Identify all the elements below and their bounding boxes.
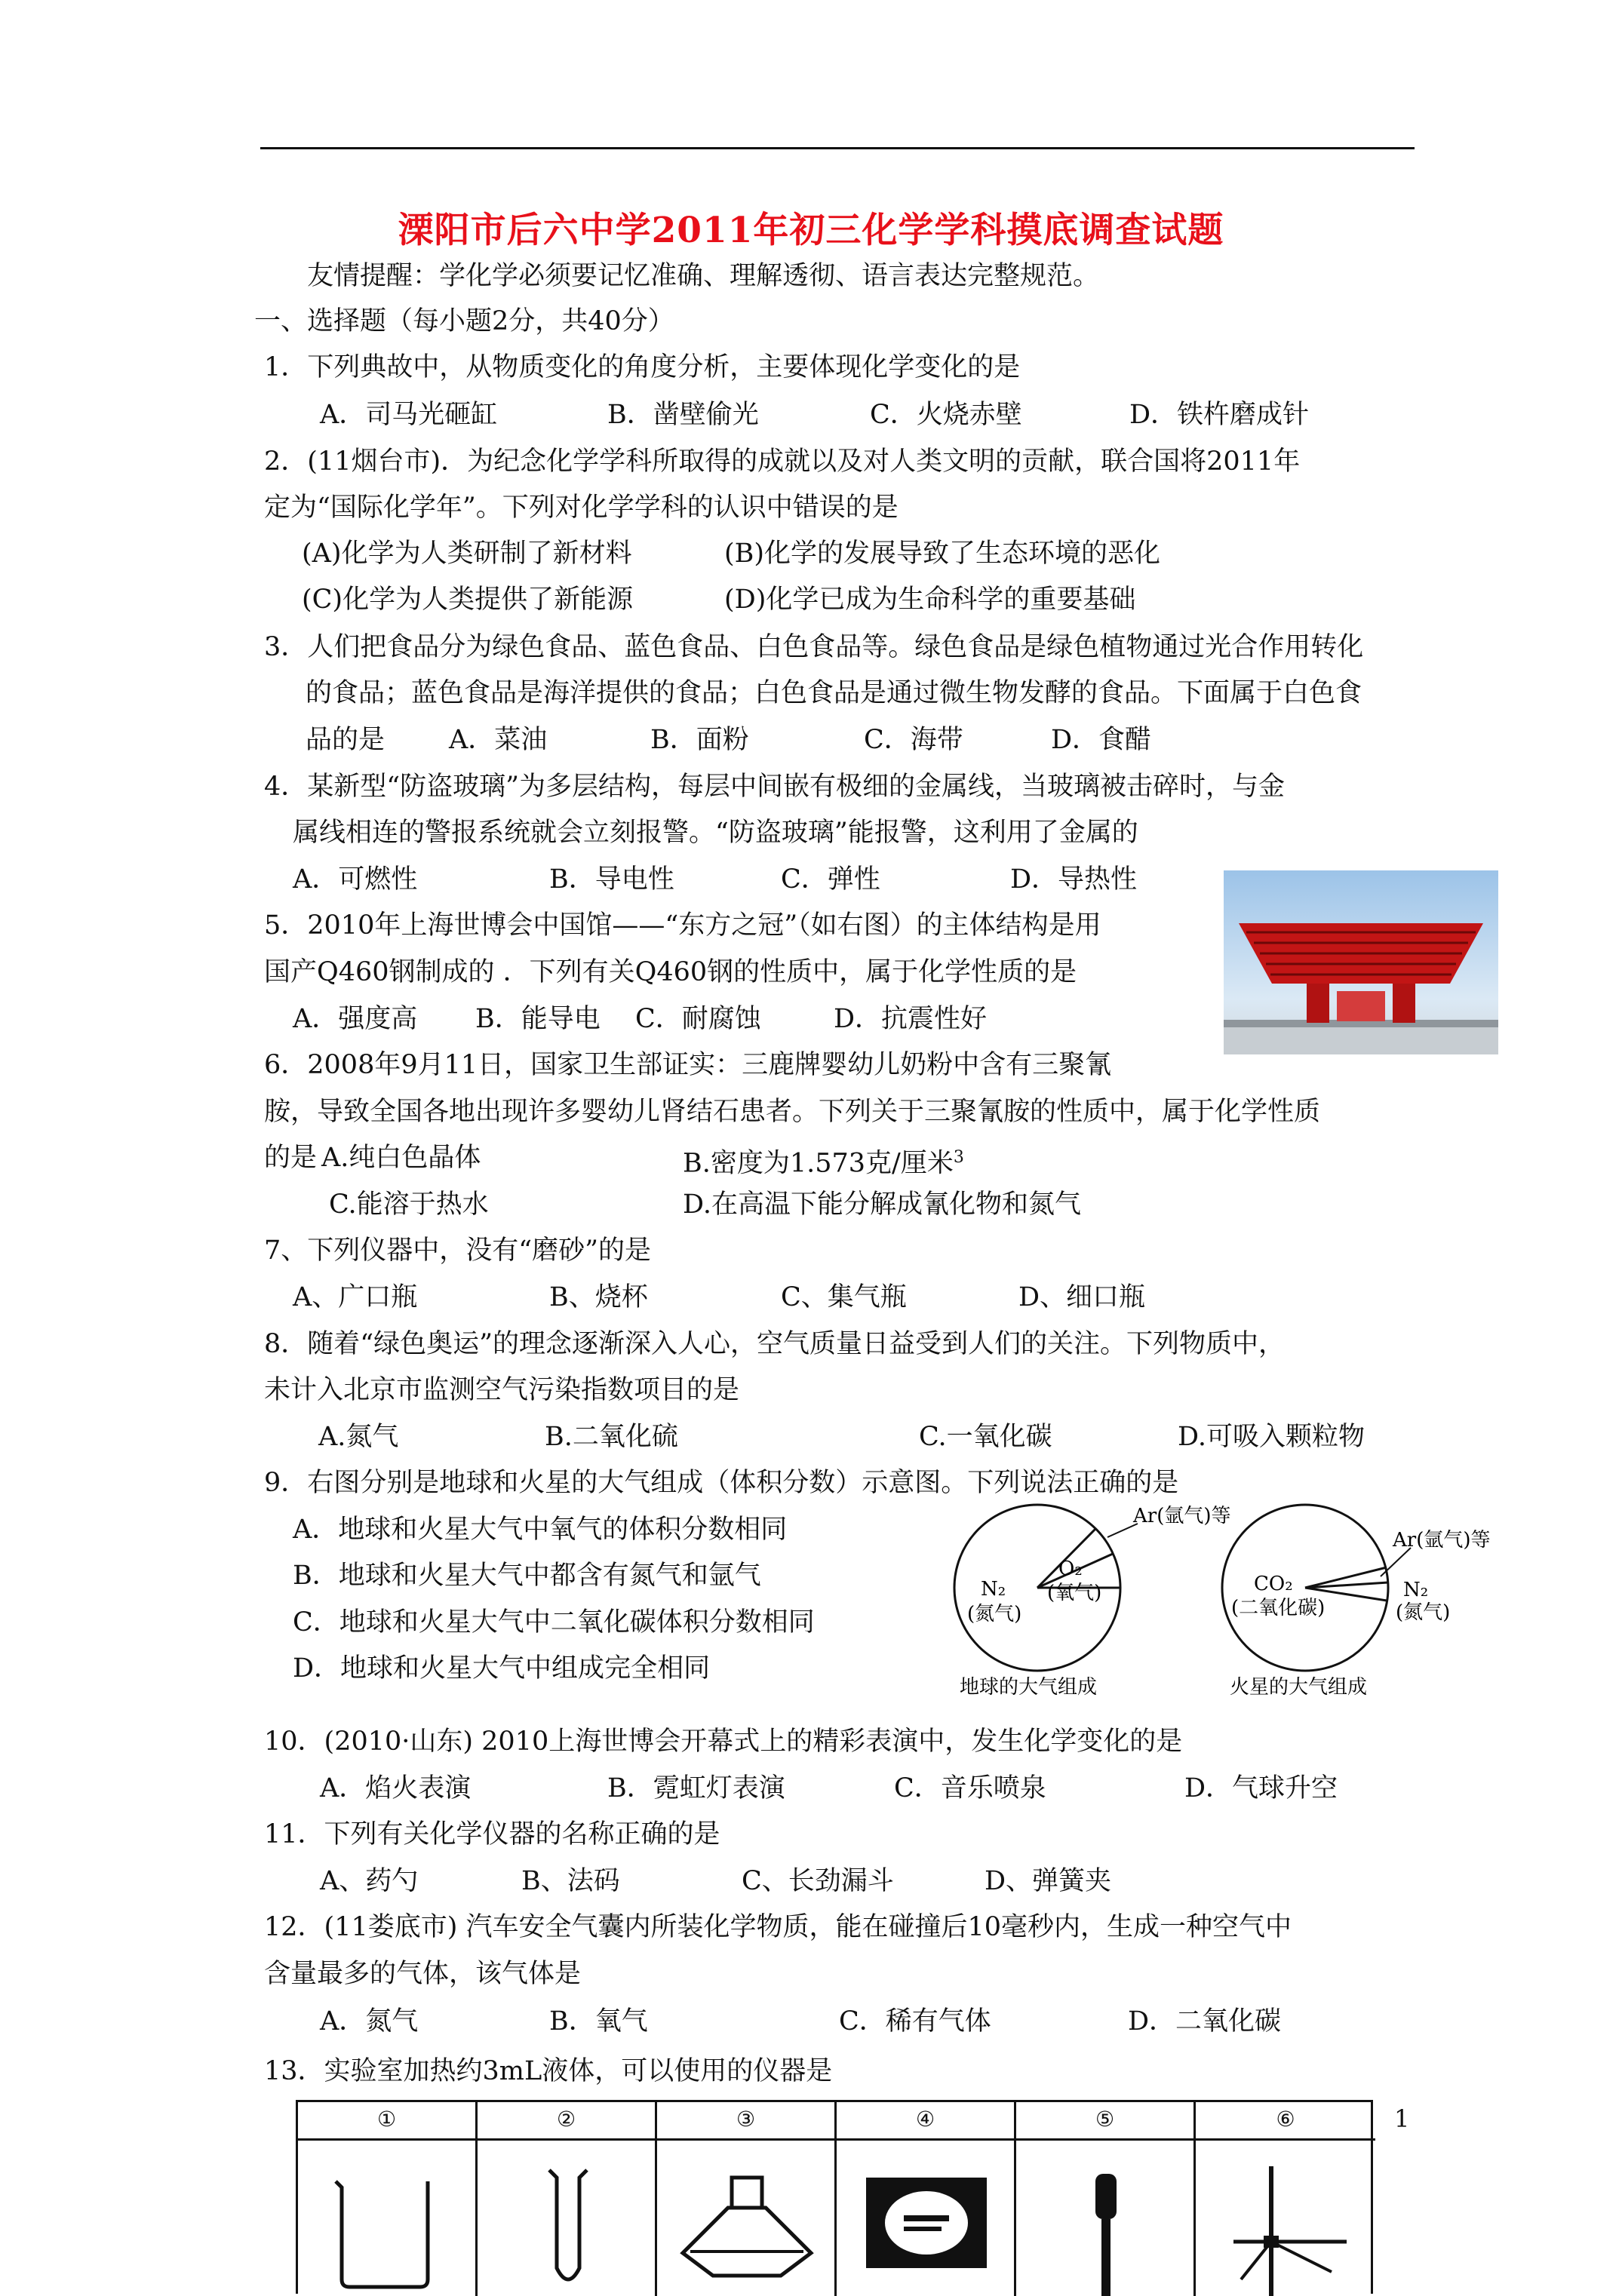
apparatus-beaker <box>298 2102 478 2296</box>
q1-option-c: C．火烧赤壁 <box>870 400 1022 430</box>
question-5-stem-cont: 国产Q460钢制成的 ．下列有关Q460钢的性质中，属于化学性质的是 <box>264 957 1077 987</box>
question-9-stem: 9．右图分别是地球和火星的大气组成（体积分数）示意图。下列说法正确的是 <box>264 1468 1179 1498</box>
q1-option-d: D．铁杵磨成针 <box>1129 400 1310 430</box>
q1-option-b: B．凿壁偷光 <box>607 400 759 430</box>
page-title: 溧阳市后六中学2011年初三化学学科摸底调查试题 <box>398 210 1224 251</box>
earth-n2-cn: (氮气) <box>967 1603 1022 1625</box>
q8-option-d: D.可吸入颗粒物 <box>1178 1422 1365 1452</box>
asbestos-net-icon <box>862 2174 991 2272</box>
q6-option-b <box>683 1140 964 1181</box>
q10-option-d: D．气球升空 <box>1184 1773 1338 1803</box>
mars-caption: 火星的大气组成 <box>1230 1676 1368 1699</box>
iron-stand-icon <box>1218 2159 1354 2296</box>
question-8-stem-cont: 未计入北京市监测空气污染指数项目的是 <box>264 1375 740 1405</box>
question-11-stem: 11．下列有关化学仪器的名称正确的是 <box>264 1819 720 1849</box>
reminder: 友情提醒：学化学必须要记忆准确、理解透彻、语言表达完整规范。 <box>307 261 1100 291</box>
q5-option-d: D．抗震性好 <box>834 1004 988 1034</box>
apparatus-number: ① <box>376 2107 397 2132</box>
apparatus-iron-stand <box>1196 2102 1375 2296</box>
question-12-stem: 12．(11娄底市) 汽车安全气囊内所装化学物质，能在碰撞后10毫秒内，生成一种空气中 <box>264 1912 1292 1942</box>
earth-atmosphere-diagram <box>935 1501 1231 1699</box>
q10-option-a: A．焰火表演 <box>320 1773 472 1803</box>
question-2-stem: 2．(11烟台市)．为纪念化学学科所取得的成就以及对人类文明的贡献，联合国将2011年 <box>264 447 1301 477</box>
earth-o2-label: O₂ <box>1058 1558 1083 1580</box>
beaker-icon <box>328 2174 441 2294</box>
q6-option-c: C.能溶于热水 <box>329 1189 489 1220</box>
q2-option-b: (B)化学的发展导致了生态环境的恶化 <box>724 539 1161 569</box>
q4-option-d: D．导热性 <box>1010 864 1138 895</box>
q10-option-c: C．音乐喷泉 <box>894 1773 1046 1803</box>
q6-option-b-text: B.密度为1.573克/厘米 <box>683 1148 954 1179</box>
question-3-stem-end: 品的是 <box>306 725 386 755</box>
q6-option-d: D.在高温下能分解成氰化物和氮气 <box>683 1189 1081 1220</box>
question-6-stem: 6．2008年9月11日，国家卫生部证实：三鹿牌婴幼儿奶粉中含有三聚氰 <box>264 1050 1112 1080</box>
alcohol-lamp-icon <box>668 2162 826 2296</box>
question-3-stem: 3．人们把食品分为绿色食品、蓝色食品、白色食品等。绿色食品是绿色植物通过光合作用转化 <box>264 632 1364 662</box>
apparatus-test-tube-holder <box>1016 2102 1196 2296</box>
question-7-stem: 7、下列仪器中，没有“磨砂”的是 <box>264 1235 652 1266</box>
question-4-stem: 4．某新型“防盗玻璃”为多层结构，每层中间嵌有极细的金属线，当玻璃被击碎时，与金 <box>264 772 1286 802</box>
mars-atmosphere-diagram <box>1207 1501 1491 1699</box>
earth-o2-cn: (氧气) <box>1047 1582 1102 1604</box>
question-2-stem-cont: 定为“国际化学年”。下列对化学学科的认识中错误的是 <box>264 493 899 523</box>
mars-n2-label: N₂ <box>1403 1579 1429 1601</box>
q5-option-a: A．强度高 <box>293 1004 418 1034</box>
q11-option-a: A、药勺 <box>320 1866 419 1896</box>
q6-superscript: 3 <box>953 1148 964 1167</box>
q8-option-b: B.二氧化硫 <box>545 1422 678 1452</box>
q10-option-b: B．霓虹灯表演 <box>607 1773 785 1803</box>
q9-option-b: B．地球和火星大气中都含有氮气和氩气 <box>293 1561 761 1591</box>
q11-option-c: C、长劲漏斗 <box>742 1866 894 1896</box>
mars-co2-cn: (二氧化碳) <box>1231 1597 1326 1619</box>
q3-option-b: B．面粉 <box>650 725 749 755</box>
earth-n2-label: N₂ <box>981 1578 1006 1601</box>
q12-option-a: A．氮气 <box>320 2006 419 2037</box>
apparatus-alcohol-lamp <box>657 2102 837 2296</box>
q12-option-b: B．氧气 <box>549 2006 648 2037</box>
q7-option-b: B、烧杯 <box>549 1282 648 1312</box>
q2-option-d: (D)化学已成为生命科学的重要基础 <box>724 585 1136 615</box>
question-8-stem: 8．随着“绿色奥运”的理念逐渐深入人心，空气质量日益受到人们的关注。下列物质中， <box>264 1329 1286 1359</box>
q2-option-a: (A)化学为人类研制了新材料 <box>302 539 632 569</box>
china-pavilion-photo <box>1224 870 1498 1054</box>
page-number: 1 <box>1394 2104 1410 2133</box>
question-13-stem: 13．实验室加热约3mL液体，可以使用的仪器是 <box>264 2056 833 2086</box>
section-heading: 一、选择题（每小题2分，共40分） <box>254 306 674 336</box>
question-4-stem-cont: 属线相连的警报系统就会立刻报警。“防盗玻璃”能报警，这利用了金属的 <box>293 818 1138 848</box>
q3-option-d: D．食醋 <box>1051 725 1152 755</box>
q6-option-a: A.纯白色晶体 <box>321 1143 481 1173</box>
q2-option-c: (C)化学为人类提供了新能源 <box>302 585 634 615</box>
question-5-stem: 5．2010年上海世博会中国馆——“东方之冠”（如右图）的主体结构是用 <box>264 910 1101 941</box>
question-12-stem-cont: 含量最多的气体，该气体是 <box>264 1959 582 1989</box>
q3-option-c: C．海带 <box>864 725 963 755</box>
question-6-stem-end: 的是 <box>264 1143 318 1173</box>
test-tube-holder-icon <box>1080 2166 1133 2296</box>
q7-option-c: C、集气瓶 <box>781 1282 907 1312</box>
q5-option-b: B．能导电 <box>475 1004 601 1034</box>
q11-option-b: B、法码 <box>521 1866 620 1896</box>
q5-option-c: C．耐腐蚀 <box>635 1004 761 1034</box>
q11-option-d: D、弹簧夹 <box>985 1866 1112 1896</box>
apparatus-number: ③ <box>736 2107 756 2132</box>
earth-ar-label: Ar(氩气)等 <box>1133 1505 1231 1527</box>
mars-n2-cn: (氮气) <box>1396 1601 1451 1624</box>
apparatus-asbestos-net <box>837 2102 1016 2296</box>
q12-option-c: C．稀有气体 <box>839 2006 991 2037</box>
apparatus-number: ⑥ <box>1276 2107 1295 2132</box>
apparatus-number: ⑤ <box>1095 2107 1115 2132</box>
q4-option-b: B．导电性 <box>549 864 674 895</box>
q8-option-c: C.一氧化碳 <box>919 1422 1052 1452</box>
apparatus-number: ② <box>556 2107 576 2132</box>
header-rule <box>260 147 1415 149</box>
q7-option-a: A、广口瓶 <box>293 1282 418 1312</box>
q4-option-a: A．可燃性 <box>293 864 418 895</box>
q3-option-a: A．菜油 <box>449 725 548 755</box>
earth-caption: 地球的大气组成 <box>960 1676 1098 1699</box>
q9-option-c: C．地球和火星大气中二氧化碳体积分数相同 <box>293 1607 815 1638</box>
apparatus-test-tube <box>478 2102 657 2296</box>
mars-ar-label: Ar(氩气)等 <box>1393 1529 1491 1552</box>
question-1-stem: 1．下列典故中，从物质变化的角度分析，主要体现化学变化的是 <box>264 352 1021 382</box>
question-3-stem-cont: 的食品；蓝色食品是海洋提供的食品；白色食品是通过微生物发酵的食品。下面属于白色食 <box>306 678 1362 708</box>
q12-option-d: D．二氧化碳 <box>1128 2006 1282 2037</box>
q1-option-a: A．司马光砸缸 <box>320 400 498 430</box>
q4-option-c: C．弹性 <box>781 864 880 895</box>
test-tube-icon <box>542 2162 594 2296</box>
q9-option-d: D．地球和火星大气中组成完全相同 <box>293 1653 711 1684</box>
q7-option-d: D、细口瓶 <box>1018 1282 1146 1312</box>
q8-option-a: A.氮气 <box>318 1422 399 1452</box>
apparatus-number: ④ <box>915 2107 935 2132</box>
question-6-stem-cont: 胺，导致全国各地出现许多婴幼儿肾结石患者。下列关于三聚氰胺的性质中，属于化学性质 <box>264 1097 1321 1127</box>
apparatus-table <box>296 2100 1373 2294</box>
q9-option-a: A．地球和火星大气中氧气的体积分数相同 <box>293 1515 788 1545</box>
mars-co2-label: CO₂ <box>1254 1573 1293 1595</box>
question-10-stem: 10．(2010·山东) 2010上海世博会开幕式上的精彩表演中，发生化学变化的是 <box>264 1727 1183 1757</box>
